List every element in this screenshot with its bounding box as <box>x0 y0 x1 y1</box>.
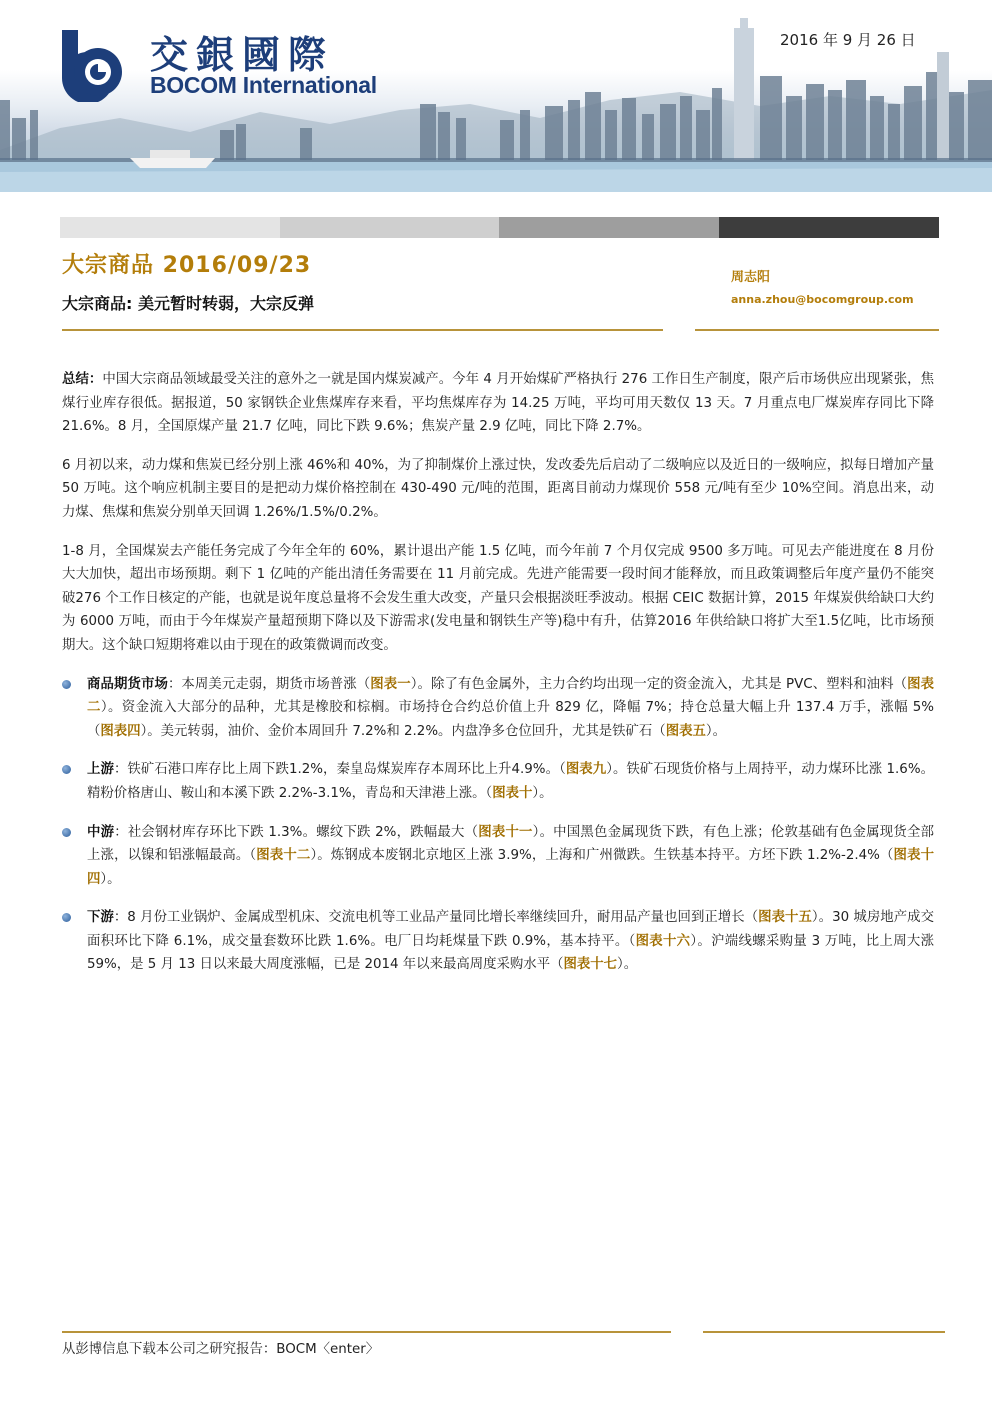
figure-reference-link[interactable]: 图表五 <box>665 723 706 739</box>
report-title: 大宗商品 2016/09/23 <box>62 253 312 278</box>
report-body <box>62 368 934 992</box>
author-name: 周志阳 <box>731 270 771 285</box>
logo-english-name: BOCOM International <box>150 72 377 98</box>
bullet-item <box>62 821 934 892</box>
bocom-logo-icon <box>54 24 136 102</box>
figure-reference-link[interactable]: 图表九 <box>565 762 607 778</box>
bullet-dot-icon <box>62 913 71 922</box>
band-segment <box>280 217 499 238</box>
bullet-dot-icon <box>62 680 71 689</box>
figure-reference-link[interactable]: 图表十一 <box>478 824 533 840</box>
body-paragraph: 6 月初以来，动力煤和焦炭已经分别上涨 46%和 40%，为了抑制煤价上涨过快，发改委先后启动了二级响应以及近日的一级响应，拟每日增加产量 50 万吨。这个响应机制主要目的是把动力煤价格控制在 430-490 元/吨的范围，距离目前动力煤现价 558 元/吨有至少 10%空间。消息出来，动力煤、焦煤和焦炭分别单天回调 1.26%/1.5%/0.2%。 <box>62 457 934 520</box>
summary-text: 中国大宗商品领域最受关注的意外之一就是国内煤炭减产。今年 4 月开始煤矿严格执行 276 工作日生产制度，限产后市场供应出现紧张，焦煤行业库存很低。据报道，50 家钢铁企业焦煤库存来看，平均焦煤库存为 14.25 万吨，平均可用天数仅 13 天。7 月重点电厂煤炭库存同比下降 21.6%。8 月，全国原煤产量 21.7 亿吨，同比下跌 9.6%；焦炭产量 2.9 亿吨，同比下降 2.7%。 <box>62 372 935 435</box>
bullet-lead: 商品期货市场 <box>87 676 168 692</box>
figure-reference-link[interactable]: 图表一 <box>370 676 411 692</box>
figure-reference-link[interactable]: 图表十二 <box>256 848 311 864</box>
bullet-text-segment: ：本周美元走弱，期货市场普涨（ <box>167 676 371 692</box>
footer-divider <box>703 1331 945 1333</box>
bullet-text-segment: ）。 <box>532 785 553 801</box>
divider <box>695 329 939 331</box>
band-segment <box>60 217 280 238</box>
bullet-dot-icon <box>62 828 71 837</box>
figure-reference-link[interactable]: 图表十五 <box>758 910 812 926</box>
figure-reference-link[interactable]: 图表十七 <box>563 957 618 973</box>
bullet-lead: 中游 <box>87 824 115 840</box>
header-color-band <box>60 217 939 238</box>
bullet-text-segment: ：8 月份工业锅炉、金属成型机床、交流电机等工业品产量同比增长率继续回升，耐用品产量也回到正增长（ <box>113 910 759 926</box>
bullet-text-segment: ：社会钢材库存环比下跌 1.3%。螺纹下跌 2%，跌幅最大（ <box>114 824 479 840</box>
bullet-dot-icon <box>62 765 71 774</box>
bullet-text-segment: ）。中国黑色金属现货下跌，有色上涨；伦敦基础有色金属现货全部上涨，以镍和铝涨幅最高。（ <box>87 824 934 864</box>
band-segment <box>719 217 939 238</box>
logo-chinese-name: 交銀國際 <box>150 32 335 77</box>
bullet-text-segment: ）。资金流入大部分的品种，尤其是橡胶和棕榈。市场持仓合约总价值上升 829 亿，降幅 7%；持仓总量大幅上升 137.4 万手，涨幅 5%（ <box>87 700 935 739</box>
summary-paragraph <box>62 368 934 439</box>
bullet-item <box>62 673 934 744</box>
footer-divider <box>62 1331 671 1333</box>
bullet-item <box>62 758 934 805</box>
bullet-text-segment: ）。 <box>100 871 121 887</box>
divider <box>62 329 663 331</box>
bullet-text <box>87 906 934 977</box>
band-segment <box>499 217 719 238</box>
bullet-lead: 下游 <box>87 910 114 926</box>
bullet-text-segment: ）。除了有色金属外，主力合约均出现一定的资金流入，尤其是 PVC、塑料和油料（ <box>410 676 908 692</box>
bullet-text <box>87 673 934 744</box>
figure-reference-link[interactable]: 图表十四 <box>87 848 935 887</box>
bullet-item <box>62 906 934 977</box>
figure-reference-link[interactable]: 图表十 <box>492 785 533 801</box>
bullet-text-segment: ）。沪端线螺采购量 3 万吨，比上周大涨 59%，是 5 月 13 日以来最大周度涨幅，已是 2014 年以来最高周度采购水平（ <box>87 933 935 973</box>
bullet-text-segment: ）。美元转弱，油价、金价本周回升 7.2%和 2.2%。内盘净多仓位回升，尤其是铁矿石（ <box>140 723 666 739</box>
bullet-text <box>87 821 934 892</box>
bullet-text <box>87 758 934 805</box>
summary-lead: 总结： <box>62 372 103 387</box>
bullet-text-segment: ）。 <box>617 957 638 973</box>
figure-reference-link[interactable]: 图表二 <box>87 676 935 716</box>
figure-reference-link[interactable]: 图表十六 <box>635 933 691 949</box>
bullet-text-segment: ）。炼钢成本废钢北京地区上涨 3.9%，上海和广州微跌。生铁基本持平。方坯下跌 1.2%-2.4%（ <box>310 848 894 864</box>
bullet-text-segment: ：铁矿石港口库存比上周下跌1.2%，秦皇岛煤炭库存本周环比上升4.9%。（ <box>113 762 566 778</box>
bullet-list <box>62 673 934 978</box>
footer-note: 从彭博信息下载本公司之研究报告：BOCM〈enter〉 <box>62 1342 380 1357</box>
figure-reference-link[interactable]: 图表四 <box>100 723 141 739</box>
header-banner <box>0 0 992 192</box>
author-email[interactable]: anna.zhou@bocomgroup.com <box>731 293 914 306</box>
report-subtitle: 大宗商品: 美元暂时转弱，大宗反弹 <box>62 294 314 313</box>
bullet-text-segment: ）。铁矿石现货价格与上周持平，动力煤环比涨 1.6%。精粉价格唐山、鞍山和本溪下跌 2.2%-3.1%，青岛和天津港上涨。（ <box>87 762 935 801</box>
bullet-text-segment: ）。30 城房地产成交面积环比下降 6.1%，成交量套数环比跌 1.6%。电厂日均耗煤量下跌 0.9%，基本持平。（ <box>87 910 935 949</box>
report-date: 2016 年 9 月 26 日 <box>780 31 916 49</box>
bullet-text-segment: ）。 <box>705 723 726 739</box>
body-paragraph: 1-8 月，全国煤炭去产能任务完成了今年全年的 60%，累计退出产能 1.5 亿吨，而今年前 7 个月仅完成 9500 多万吨。可见去产能进度在 8 月份大大加快，超出市场预期。剩下 1 亿吨的产能出清任务需要在 11 月前完成。先进产能需要一段时间才能释放，而且政策调整后年度产量仍不能突破276 个工作日核定的产能，也就是说年度总量将不会发生重大改变，产量只会根据淡旺季波动。根据 CEIC 数据计算，2015 年煤炭供给缺口大约为 6000 万吨，而由于今年煤炭产量超预期下降以及下游需求(发电量和钢铁生产等)稳中有升，估算2016 年供给缺口将扩大至1.5亿吨，比市场预期大。这个缺口短期将难以由于现在的政策微调而改变。 <box>62 543 934 653</box>
bullet-lead: 上游 <box>87 762 114 778</box>
